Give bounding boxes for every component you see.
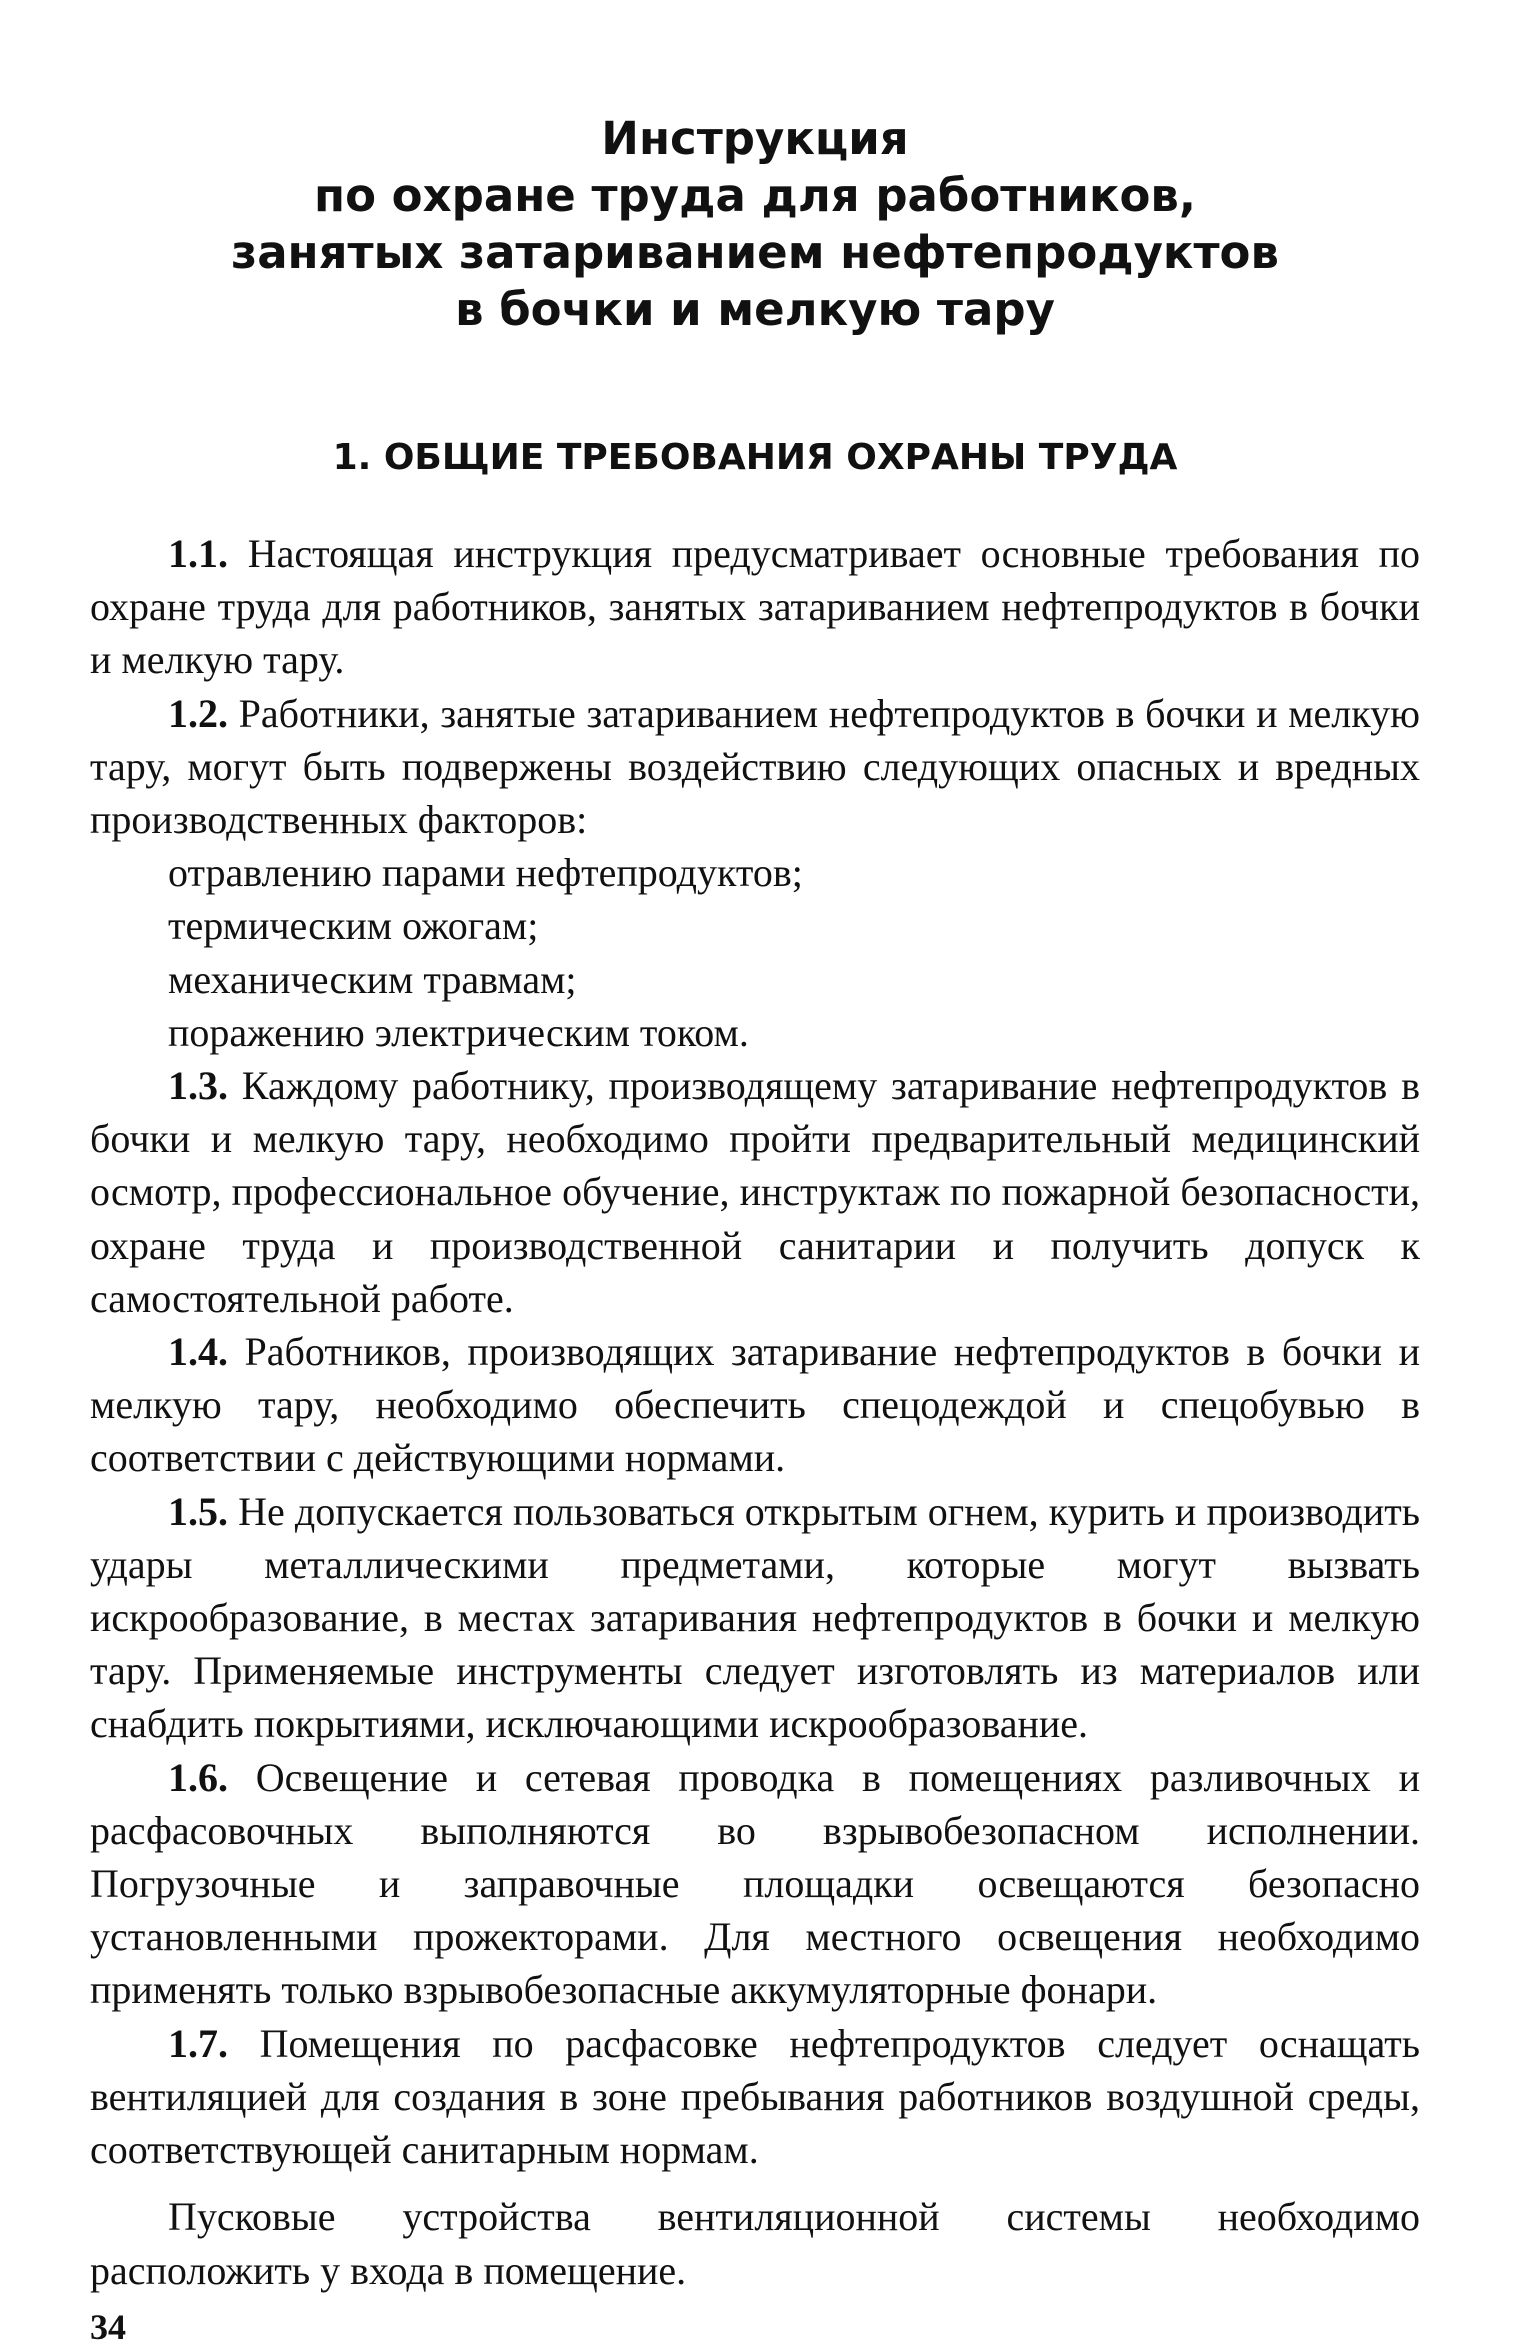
clause-number: 1.6. <box>168 1754 228 1800</box>
hazard-item: отравлению парами нефтепродуктов; <box>168 850 803 896</box>
document-body <box>90 527 1420 2297</box>
hazard-item: механическим травмам; <box>168 956 577 1002</box>
paragraph-text: Настоящая инструкция предусматривает основные требования по охране труда для работников, занятых затариванием нефтепродуктов в бочки и мелкую тару. <box>90 531 1420 683</box>
paragraph-1-1 <box>90 527 1420 687</box>
paragraph-text: Освещение и сетевая проводка в помещениях разливочных и расфасовочных выполняются во взрывобезопасном исполнении. Погрузочные и заправочные площадки освещаются безопасно установленными прожекторами. Для местного освещения необходимо применять только взрывобезопасные аккумуляторные фонари. <box>90 1754 1420 2013</box>
paragraph-1-6 <box>90 1751 1420 2017</box>
clause-number: 1.7. <box>168 2020 228 2066</box>
paragraph-text: Помещения по расфасовке нефтепродуктов следует оснащать вентиляцией для создания в зоне пребывания работников воздушной среды, соответствующей санитарным нормам. <box>90 2020 1420 2173</box>
title-line-4: в бочки и мелкую тару <box>455 283 1055 336</box>
paragraph-text: Работники, занятые затариванием нефтепродуктов в бочки и мелкую тару, могут быть подвержены воздействию следующих опасных и вредных производственных факторов: <box>90 690 1420 843</box>
paragraph-1-5 <box>90 1485 1420 1751</box>
clause-number: 1.2. <box>168 690 228 736</box>
title-line-2: по охране труда для работников, <box>314 169 1196 222</box>
paragraph-1-4 <box>90 1325 1420 1485</box>
clause-number: 1.4. <box>168 1329 228 1375</box>
hazard-list <box>90 846 1420 1059</box>
paragraph-1-3 <box>90 1059 1420 1325</box>
paragraph-1-7 <box>90 2017 1420 2177</box>
document-title <box>90 110 1420 338</box>
section-heading: 1. ОБЩИЕ ТРЕБОВАНИЯ ОХРАНЫ ТРУДА <box>332 437 1178 478</box>
hazard-item: поражению электрическим током. <box>168 1009 749 1055</box>
clause-number: 1.5. <box>168 1488 228 1534</box>
page-number: 34 <box>90 2307 126 2347</box>
title-line-1: Инструкция <box>601 112 909 165</box>
paragraph-ventilation-start: Пусковые устройства вентиляционной системы необходимо расположить у входа в помещение. <box>90 2194 1420 2293</box>
hazard-item: термическим ожогам; <box>168 903 539 949</box>
clause-number: 1.3. <box>168 1063 228 1109</box>
title-line-3: занятых затариванием нефтепродуктов <box>231 226 1279 279</box>
paragraph-text: Работников, производящих затаривание нефтепродуктов в бочки и мелкую тару, необходимо обеспечить спецодеждой и спецобувью в соответствии с действующими нормами. <box>90 1329 1420 1481</box>
document-page <box>90 110 1420 2297</box>
paragraph-1-2 <box>90 687 1420 847</box>
clause-number: 1.1. <box>168 531 228 576</box>
paragraph-text: Каждому работнику, производящему затаривание нефтепродуктов в бочки и мелкую тару, необходимо пройти предварительный медицинский осмотр, профессиональное обучение, инструктаж по пожарной безопасности, охране труда и производственной санитарии и получить допуск к самостоятельной работе. <box>90 1063 1420 1321</box>
paragraph-text: Не допускается пользоваться открытым огнем, курить и производить удары металлическими предметами, которые могут вызвать искрообразование, в местах затаривания нефтепродуктов в бочки и мелкую тару. Применяемые инструменты следует изготовлять из материалов или снабдить покрытиями, исключающими искрообразование. <box>90 1488 1420 1747</box>
